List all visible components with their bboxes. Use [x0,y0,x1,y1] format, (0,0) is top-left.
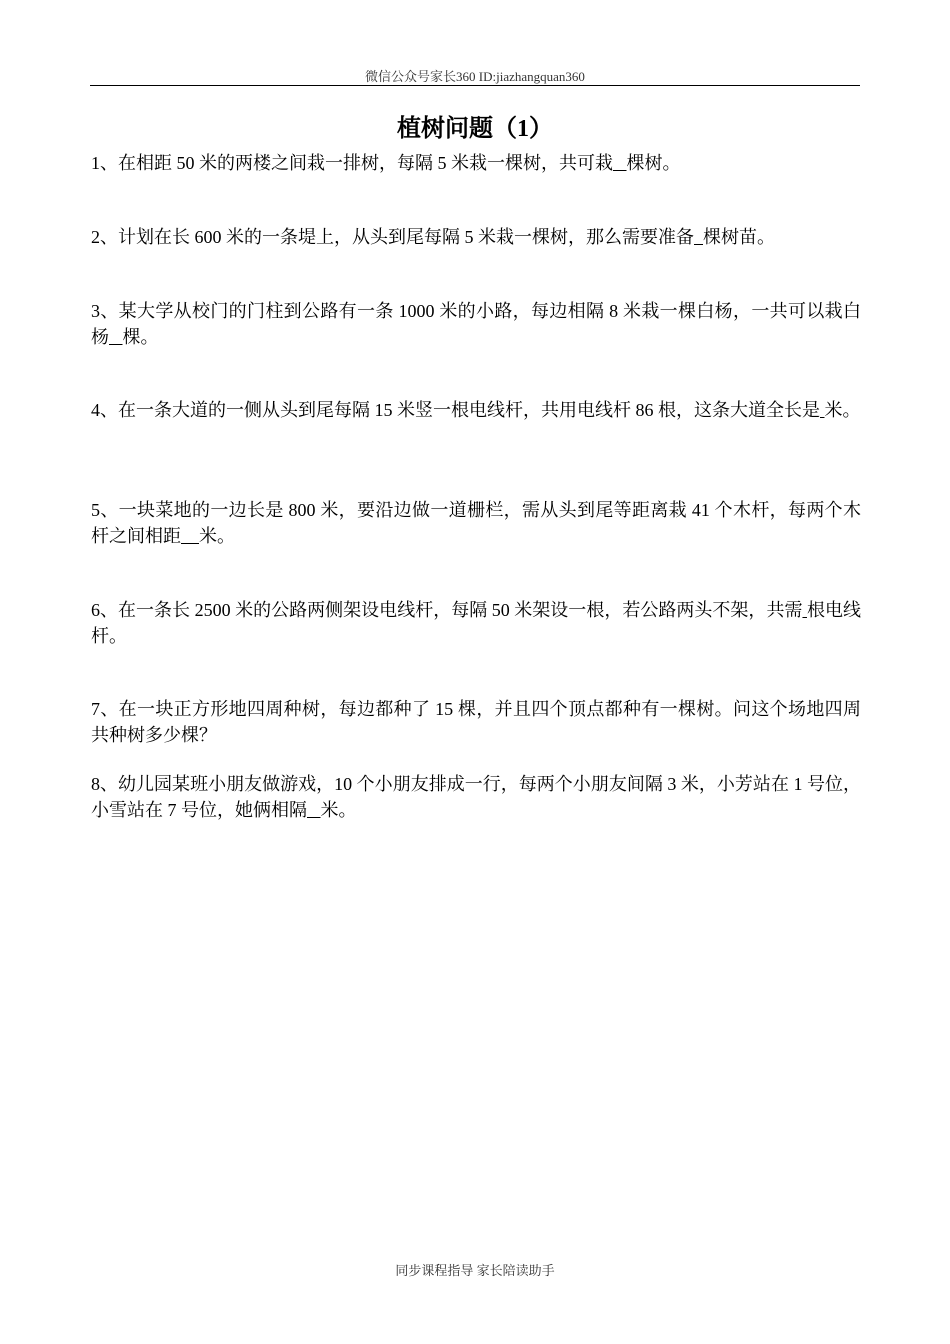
answer-blank [694,227,703,247]
question-text: 米。 [199,526,235,546]
answer-blank [109,327,123,347]
question-6 [91,597,861,649]
question-text: 根电线杆。 [91,600,862,646]
question-text: 7、在一块正方形地四周种树，每边都种了 15 棵，并且四个顶点都种有一棵树。问这个场地四周共种树多少棵？ [91,699,861,745]
question-2 [91,224,861,250]
question-text: 2、计划在长 600 米的一条堤上，从头到尾每隔 5 米栽一棵树，那么需要准备 [91,227,694,247]
question-8 [91,771,861,823]
question-3 [91,298,861,350]
question-text: 棵树。 [626,153,681,173]
answer-blank [181,526,199,546]
question-text: 4、在一条大道的一侧从头到尾每隔 15 米竖一根电线杆，共用电线杆 86 根，这条大道全长是 [91,400,820,420]
question-text: 6、在一条长 2500 米的公路两侧架设电线杆，每隔 50 米架设一根，若公路两头不架，共需 [91,600,803,620]
question-text: 1、在相距 50 米的两楼之间栽一排树，每隔 5 米栽一棵树，共可栽 [91,153,613,173]
page-footer: 同步课程指导 家长陪读助手 [395,1263,555,1278]
question-4 [91,397,861,423]
question-5 [91,497,861,549]
question-7 [91,696,861,748]
question-1 [91,150,861,176]
question-text: 3、某大学从校门的门柱到公路有一条 1000 米的小路，每边相隔 8 米栽一棵白杨，一共可以栽白杨 [91,301,861,347]
question-text: 棵。 [122,327,159,347]
header-divider [90,85,860,86]
question-text: 米。 [824,400,861,420]
answer-blank [613,153,627,173]
question-text: 棵树苗。 [703,227,775,247]
answer-blank [307,800,321,820]
question-text: 5、一块菜地的一边长是 800 米，要沿边做一道栅栏，需从头到尾等距离栽 41 个木杆，每两个木杆之间相距 [91,500,861,546]
page-title: 植树问题（1） [397,116,553,142]
page-header: 微信公众号家长360 ID:jiazhangquan360 [365,69,585,84]
question-text: 米。 [320,800,357,820]
question-text: 8、幼儿园某班小朋友做游戏，10 个小朋友排成一行，每两个小朋友间隔 3 米，小芳站在 1 号位，小雪站在 7 号位，她俩相隔 [91,774,861,820]
